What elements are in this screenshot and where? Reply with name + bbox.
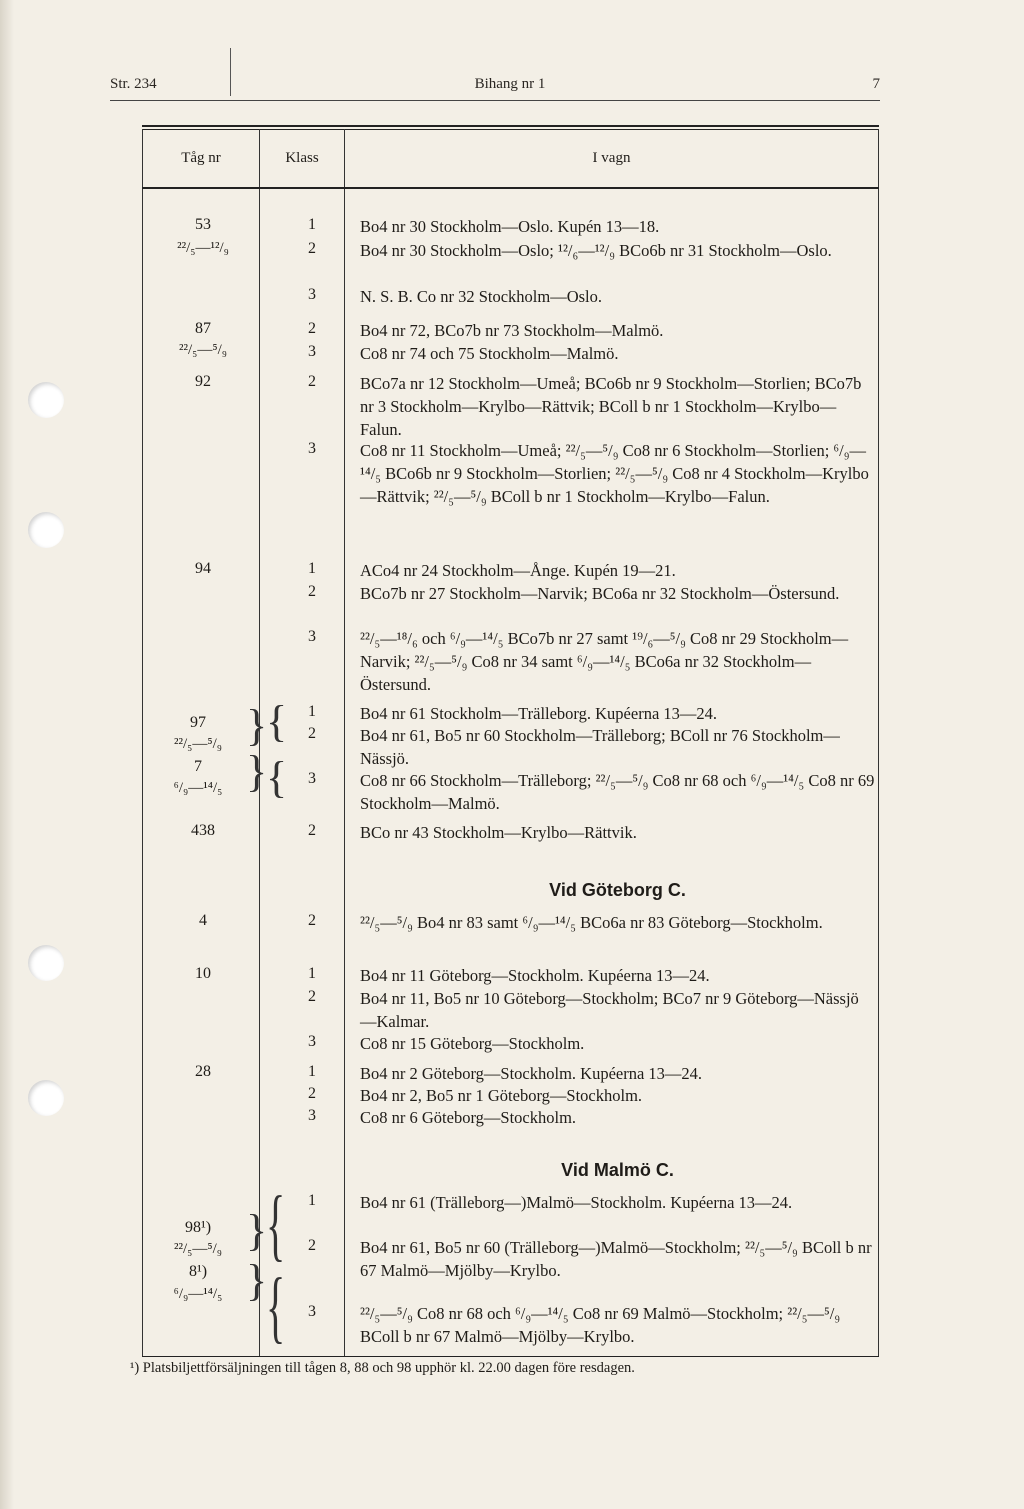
table-top-rule (142, 125, 879, 127)
car-description: ACo4 nr 24 Stockholm—Ånge. Kupén 19—21. (360, 561, 676, 580)
brace-icon: { (266, 1263, 286, 1351)
car-description: Bo4 nr 11, Bo5 nr 10 Göteborg—Stockholm; BCo7 nr 9 Göteborg—Nässjö—Kalmar. (360, 989, 859, 1031)
car-description: ²²/₅—¹⁸/₆ och ⁶/₉—¹⁴/₅ BCo7b nr 27 samt ¹⁹/₆—⁵/₉ Co8 nr 29 Stockholm—Narvik; ²²/₅—⁵/₉ Co8 nr 34 samt ⁶/₉—¹⁴/₅ BCo6a nr 32 Stockholm—Östersund. (360, 629, 849, 694)
class-value: 2 (308, 583, 316, 600)
class-value: 2 (308, 240, 316, 257)
car-description: Co8 nr 66 Stockholm—Trälleborg; ²²/₅—⁵/₉ Co8 nr 68 och ⁶/₉—¹⁴/₅ Co8 nr 69 Stockholm—Malmö. (360, 771, 875, 813)
class-value: 1 (308, 560, 316, 577)
car-description: Bo4 nr 2 Göteborg—Stockholm. Kupéerna 13—24. (360, 1064, 703, 1083)
car-description: Bo4 nr 72, BCo7b nr 73 Stockholm—Malmö. (360, 321, 664, 340)
car-description: Bo4 nr 30 Stockholm—Oslo; ¹²/₆—¹²/₉ BCo6b nr 31 Stockholm—Oslo. (360, 241, 832, 260)
date-range: ⁶/₉—¹⁴/₅ (173, 780, 223, 796)
brace-icon: } (246, 701, 268, 750)
table-border (878, 129, 879, 1356)
column-header-klass: Klass (285, 150, 319, 166)
train-number: 94 (195, 560, 211, 577)
date-range: ²²/₅—⁵/₉ (173, 736, 223, 752)
class-value: 2 (308, 912, 316, 929)
train-number: 438 (191, 822, 215, 839)
class-value: 2 (308, 725, 316, 742)
class-value: 3 (308, 770, 316, 787)
column-header-train: Tåg nr (181, 150, 221, 166)
train-number: 10 (195, 965, 211, 982)
car-description: Co8 nr 15 Göteborg—Stockholm. (360, 1034, 585, 1053)
class-value: 3 (308, 440, 316, 457)
car-description: Bo4 nr 61 Stockholm—Trälleborg. Kupéerna 13—24. (360, 704, 718, 723)
class-value: 2 (308, 1085, 316, 1102)
class-value: 2 (308, 988, 316, 1005)
train-number: 87 (195, 320, 211, 337)
class-value: 1 (308, 1192, 316, 1209)
car-description: BCo nr 43 Stockholm—Krylbo—Rättvik. (360, 823, 637, 842)
train-number: 4 (199, 912, 207, 929)
table-top-rule (142, 129, 879, 130)
train-number: 28 (195, 1063, 211, 1080)
car-description: Bo4 nr 2, Bo5 nr 1 Göteborg—Stockholm. (360, 1086, 643, 1105)
train-number: 97 (190, 714, 206, 731)
punch-hole (28, 945, 64, 981)
date-range: ⁶/₉—¹⁴/₅ (173, 1286, 223, 1302)
train-number: 8¹) (188, 1263, 208, 1280)
class-value: 2 (308, 373, 316, 390)
divider (110, 100, 880, 101)
brace-icon: } (246, 1256, 268, 1305)
brace-icon: } (246, 1206, 268, 1255)
class-value: 3 (308, 628, 316, 645)
brace-icon: { (266, 753, 288, 802)
car-description: Bo4 nr 61, Bo5 nr 60 (Trälleborg—)Malmö—Stockholm; ²²/₅—⁵/₉ BColl b nr 67 Malmö—Mjölby—Krylbo. (360, 1238, 872, 1280)
class-value: 1 (308, 965, 316, 982)
date-range: ²²/₅—¹²/₉ (177, 240, 229, 256)
table-header-rule (142, 187, 879, 189)
class-value: 3 (308, 286, 316, 303)
class-value: 2 (308, 1237, 316, 1254)
car-description: N. S. B. Co nr 32 Stockholm—Oslo. (360, 287, 603, 306)
page-number: 7 (872, 76, 880, 92)
train-number: 98¹) (184, 1219, 212, 1236)
column-header-vagn: I vagn (592, 150, 631, 166)
running-head (110, 76, 880, 98)
class-value: 2 (308, 822, 316, 839)
page-reference: Str. 234 (110, 76, 157, 92)
date-range: ²²/₅—⁵/₉ (173, 1241, 223, 1257)
train-number: 7 (194, 758, 202, 775)
car-description: Co8 nr 6 Göteborg—Stockholm. (360, 1108, 577, 1127)
class-value: 3 (308, 1107, 316, 1124)
class-value: 1 (308, 703, 316, 720)
class-value: 3 (308, 343, 316, 360)
car-description: Bo4 nr 61, Bo5 nr 60 Stockholm—Trälleborg; BColl nr 76 Stockholm—Nässjö. (360, 726, 840, 768)
page-edge-shadow (0, 0, 14, 1509)
punch-hole (28, 382, 64, 418)
car-description: BCo7b nr 27 Stockholm—Narvik; BCo6a nr 32 Stockholm—Östersund. (360, 584, 840, 603)
document-title: Bihang nr 1 (474, 76, 546, 92)
car-description: ²²/₅—⁵/₉ Bo4 nr 83 samt ⁶/₉—¹⁴/₅ BCo6a nr 83 Göteborg—Stockholm. (360, 913, 823, 932)
class-value: 3 (308, 1033, 316, 1050)
punch-hole (28, 1080, 64, 1116)
section-heading: Vid Malmö C. (561, 1160, 674, 1180)
punch-hole (28, 512, 64, 548)
brace-icon: { (266, 1181, 286, 1269)
footnote: ¹) Platsbiljettförsäljningen till tågen 8, 88 och 98 upphör kl. 22.00 dagen före resdagen. (130, 1360, 635, 1376)
section-heading: Vid Göteborg C. (549, 880, 686, 900)
class-value: 1 (308, 1063, 316, 1080)
car-description: BCo7a nr 12 Stockholm—Umeå; BCo6b nr 9 Stockholm—Storlien; BCo7b nr 3 Stockholm—Krylbo—Rättvik; BColl b nr 1 Stockholm—Krylbo—Falun. (360, 374, 862, 439)
divider (230, 48, 231, 96)
car-description: Bo4 nr 30 Stockholm—Oslo. Kupén 13—18. (360, 217, 660, 236)
car-description: ²²/₅—⁵/₉ Co8 nr 68 och ⁶/₉—¹⁴/₅ Co8 nr 69 Malmö—Stockholm; ²²/₅—⁵/₉ BColl b nr 67 Malmö—Mjölby—Krylbo. (360, 1304, 841, 1346)
car-description: Co8 nr 11 Stockholm—Umeå; ²²/₅—⁵/₉ Co8 nr 6 Stockholm—Storlien; ⁶/₉—¹⁴/₅ BCo6b nr 9 Stockholm—Storlien; ²²/₅—⁵/₉ Co8 nr 4 Stockholm—Krylbo—Rättvik; ²²/₅—⁵/₉ BColl b nr 1 Stockholm—Krylbo—Falun. (360, 441, 869, 506)
brace-icon: { (266, 697, 288, 746)
class-value: 3 (308, 1303, 316, 1320)
table-bottom-rule (142, 1356, 879, 1357)
class-value: 1 (308, 216, 316, 233)
class-value: 2 (308, 320, 316, 337)
train-number: 92 (195, 373, 211, 390)
train-number: 53 (195, 216, 211, 233)
date-range: ²²/₅—⁵/₉ (178, 342, 228, 358)
brace-icon: } (246, 747, 268, 796)
car-description: Bo4 nr 11 Göteborg—Stockholm. Kupéerna 13—24. (360, 966, 710, 985)
car-description: Bo4 nr 61 (Trälleborg—)Malmö—Stockholm. Kupéerna 13—24. (360, 1193, 793, 1212)
car-description: Co8 nr 74 och 75 Stockholm—Malmö. (360, 344, 619, 363)
